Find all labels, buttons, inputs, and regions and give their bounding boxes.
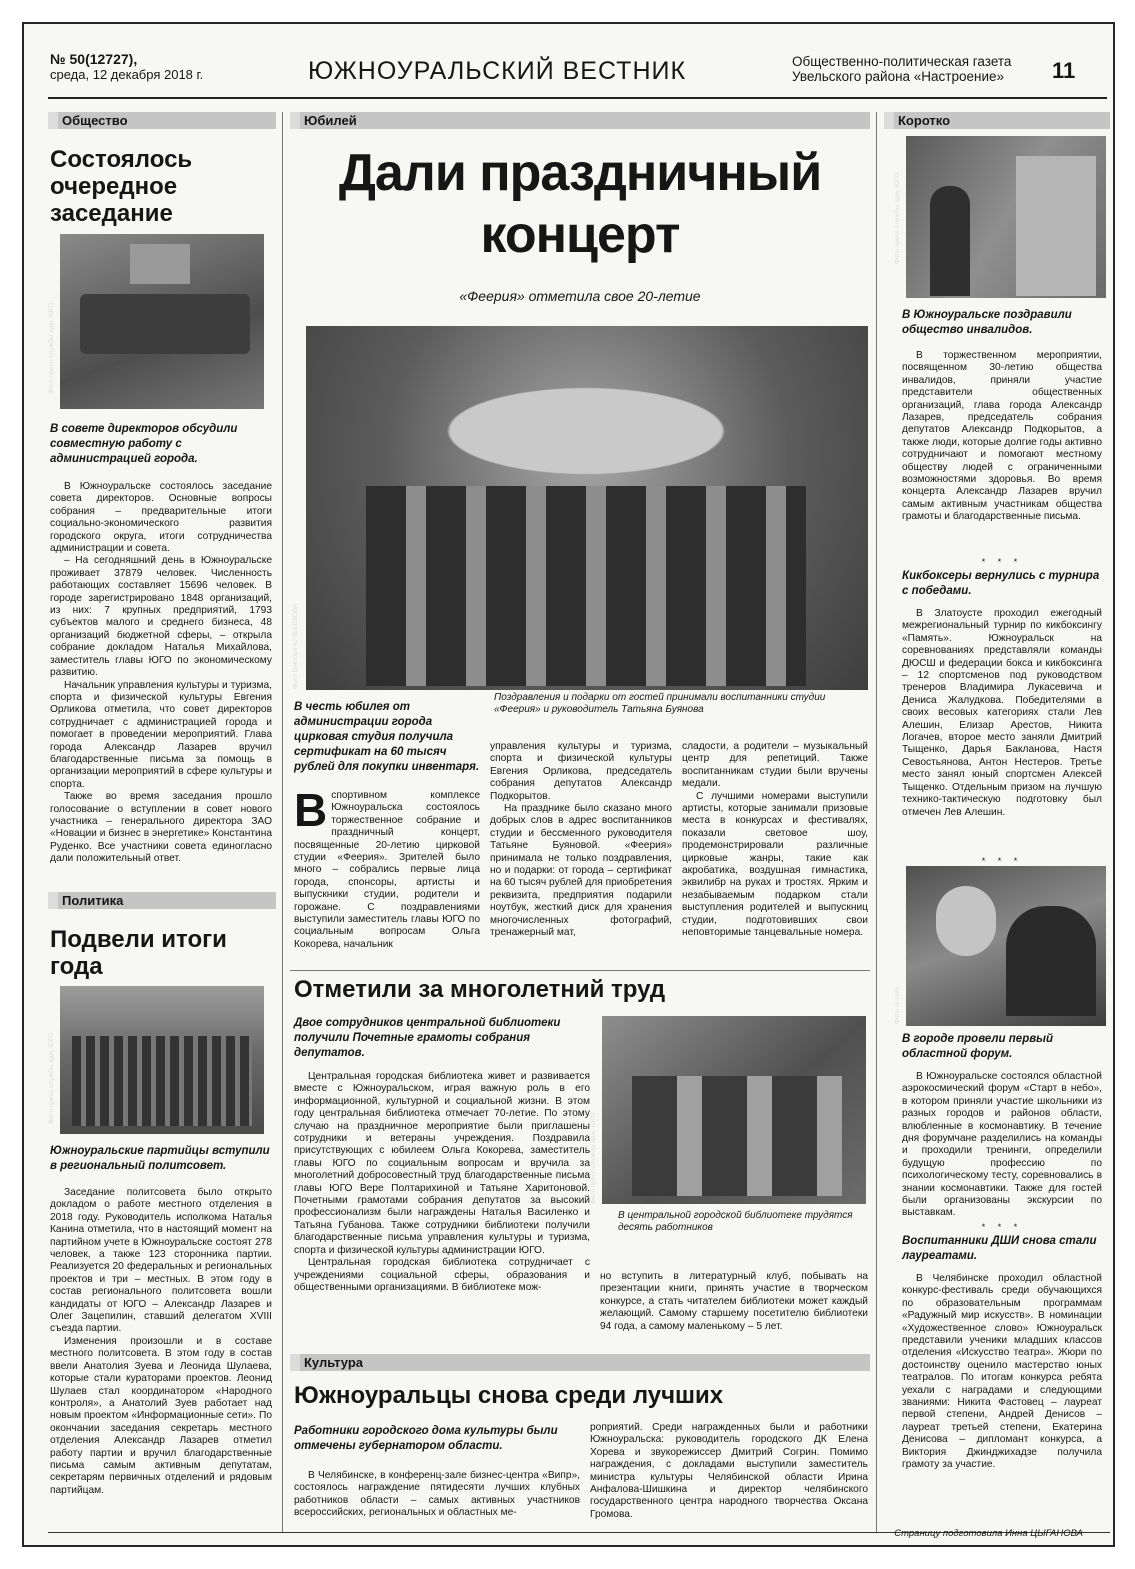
brief-forum-body: В Южноуральске состоялся областной аэрокосмический форум «Старт в небо», в котором приняли участие школьники из разных городов и районов области, влюбленные в космонавтику. В течение дня форумчане разделились на команды и проходили тренинги, определили будущую профессию по психологическому тесту, соревновались в знании космонавтики. Также для гостей были организованы экскурсии по выставкам. [902, 1071, 1102, 1219]
article-concert-col1: Вспортивном комплексе Южноуральска состоялось торжественное собрание и праздничный концерт, посвященные 20-летию цирковой студии «Феерия». Зрителей было много – собрались первые лица города, спонсоры, артисты и выпускники студии, родители и горожане. С поздравлениями выступили заместитель главы ЮГО по социальным вопросам Ольга Кокорева, начальник [294, 790, 480, 950]
masthead: ЮЖНОУРАЛЬСКИЙ ВЕСТНИК [308, 57, 687, 85]
photo-feeria [306, 326, 868, 690]
paragraph: – На сегодняшний день в Южноуральске проживает 37879 человек. Численность работающих составляет 15696 человек. В городе зарегистрировано 1848 организаций, из них: 7 крупных предприятий, 1793 субъектов малого и среднего бизнеса, 48 организаций бюджетной сферы, – открыла собрание докладом Наталья Михайлова, заместитель главы ЮГО по экономическому развитию. [50, 555, 272, 679]
headline-year-results: Подвели итоги года [50, 926, 227, 980]
subhead-concert: «Феерия» отметила свое 20-летие [459, 288, 701, 304]
column-divider-right [876, 112, 877, 1532]
photo-forum-credit: Фото vk.com [894, 986, 901, 1024]
lead-forum: В городе провели первый областной форум. [902, 1033, 1054, 1060]
paragraph: управления культуры и туризма, спорта и физической культуры Евгения Орликова, председатель собрания депутатов Александр Подкорытов. [490, 741, 672, 802]
photo-politsovet [60, 986, 264, 1134]
photo-meeting [60, 234, 264, 409]
article-concert-col2 [490, 741, 672, 975]
separator-stars: * * * [981, 856, 1023, 866]
issue-number: № 50(12727), [50, 51, 138, 67]
paper-description-1: Общественно-политическая газета [792, 54, 1012, 69]
section-label-briefly: Коротко [884, 112, 1110, 129]
section-label-society: Общество [48, 112, 276, 129]
headline-meeting: Состоялось очередное заседание [50, 146, 193, 227]
lead-politsovet: Южноуральские партийцы вступили в региональный политсовет. [50, 1145, 270, 1172]
article-best-col1: В Челябинске, в конференц-зале бизнес-центра «Випр», состоялось награждение пятидесяти лучших клубных работников области – самых активных участников всероссийских, региональных и областных ме- [294, 1470, 580, 1519]
page-header [24, 24, 1113, 96]
section-label-culture: Культура [290, 1354, 870, 1371]
lead-library: Двое сотрудников центральной библиотеки получили Почетные грамоты собрания депутатов. [294, 1017, 561, 1059]
lead-meeting: В совете директоров обсудили совместную работу с администрацией города. [50, 423, 238, 465]
paragraph: Также во время заседания прошло голосование о вступлении в совет нового участника – генерального директора ЗАО «Новации и бизнес в энергетике» Константина Руденко. Все участники совета единогласно дали положительный ответ. [50, 791, 272, 865]
section-label-politics: Политика [48, 892, 276, 909]
paragraph: С лучшими номерами выступили артисты, которые занимали призовые места в конкурсах и фестивалях, показали световое шоу, продемонстрировали различные цирковые жанры, такие как акробатика, воздушная гимнастика, эквилибр на руках и тростях. Ярким и незабываемым подарком стали выступления родителей и выпускниц студии, подготовивших свои неповторимые танцевальные номера. [682, 790, 868, 939]
lead-best: Работники городского дома культуры были отмечены губернатором области. [294, 1425, 558, 1452]
photo-disabled-society [906, 136, 1106, 298]
photo-feeria-credit: Фото Виктора КУЛЬБЕКОВА [292, 603, 299, 689]
page-footer-credit: Страницу подготовила Инна ЦЫГАНОВА [894, 1528, 1083, 1539]
article-library-continuation: но вступить в литературный клуб, побывать на презентации книги, принять участие в творческом конкурсе, а стать читателем библиотеки может каждый желающий. Самому старшему посетителю библиотеки 94 года, а самому маленькому – 5 лет. [600, 1271, 868, 1332]
separator-stars: * * * [981, 1222, 1023, 1232]
column-divider-left [282, 112, 283, 1532]
page-number: 11 [1052, 58, 1076, 83]
photo-forum [906, 866, 1106, 1026]
article-library-body [294, 1071, 590, 1331]
paragraph: На празднике было сказано много добрых слов в адрес воспитанников студии и бессменного руководителя Татьяне Буяновой. «Феерия» принимала не только поздравления, но и подарки: от города – сертификат на 60 тысяч рублей для приобретения реквизита, предприятия подарили ноутбук, жесткий диск для хранения многочисленных фотографий, тренажерный мат, [490, 803, 672, 939]
lead-art-school: Воспитанники ДШИ снова стали лауреатами. [902, 1235, 1097, 1262]
paragraph: Центральная городская библиотека сотрудничает с учреждениями социальной сферы, образования и общественными организациями. В библиотеке мож- [294, 1257, 590, 1293]
paragraph: Начальник управления культуры и туризма, спорта и физической культуры Евгения Орликова отметила, что совет директоров сотрудничает с администрацией города и помогает в проведении мероприятий. Глава города Александр Лазарев вручил благодарственные письма за помощь в организации мероприятий в сфере культуры и спорта. [50, 679, 272, 790]
paragraph: сладости, а родители – музыкальный центр для репетиций. Также воспитанникам студии были вручены медали. [682, 741, 868, 790]
paper-description-2: Увельского района «Настроение» [792, 69, 1005, 84]
photo-politsovet-credit: Фото пресс-службы адм. ЮГО [48, 1032, 55, 1124]
article-politsovet-body [50, 1187, 272, 1527]
brief-disabled-body: В торжественном мероприятии, посвященном 30-летию общества инвалидов, приняли участие представители общественных организаций, глава города Александр Лазарев, председатель собрания депутатов Александр Подкорытов, а также люди, которые долгие годы активно сотрудничают и помогают местному обществу людей с ограниченными возможностями здоровья. Во время концерта Александр Лазарев вручил самым активным участникам общества грамоты и благодарственные письма. [902, 350, 1102, 523]
photo-library [602, 1016, 866, 1204]
divider [290, 970, 870, 971]
lead-concert: В честь юбилея от администрации города цирковая студия получила сертификат на 60 тысяч рублей для покупки инвентаря. [294, 701, 480, 773]
headline-best: Южноуральцы снова среди лучших [294, 1382, 724, 1409]
brief-art-school-body: В Челябинске проходил областной конкурс-фестиваль среди обучающихся по образовательным программам «Радужный мир искусств». В номинации «Художественное слово» Южноуральск представили ученики младших классов отделения «Искусство театра». Жюри по достоинству оценило мастерство юных театралов. По итогам конкурса ребята уехали с наградами и следующими званиями: Никита Фастовец – лауреат первой степени, Андрей Денисов – лауреат третьей степени, Екатерина Денисова – дипломант конкурса, а Виктория Джинджихадзе получила грамоту за участие. [902, 1273, 1102, 1471]
photo-library-caption: В центральной городской библиотеке трудятся десять работников [618, 1210, 853, 1233]
photo-meeting-credit: Фото пресс-службы адм. ЮГО [48, 302, 55, 394]
paragraph: Заседание политсовета было открыто докладом о работе местного отделения в 2018 году. Руководитель исполкома Наталья Канина отметила, что в настоящий момент на партийном учете в Южноуральске состоят 278 человек, а также 123 сторонника партии. Реализуется 20 федеральных и региональных проектов и три – местных. В этом году в состав регионального политсовета вошли кандидаты от ЮГО – Александр Лазарев и Олег Зацепилин, ставший делегатом XVIII съезда партии. [50, 1187, 272, 1335]
dropcap: В [294, 790, 328, 836]
photo-library-credit: Фото пресс-службы адм. ЮГО [590, 1112, 597, 1204]
article-best-col2: роприятий. Среди награжденных были и работники Южноуральска: руководитель городского ДК Елена Хорева и звукорежиссер Дмитрий Согрин. Помимо награждения, с докладами выступили заместитель министра культуры Челябинской области Ирина Анфалова-Шишкина и директор челябинского государственного центра народного творчества Оксана Громова. [590, 1422, 868, 1520]
lead-disabled: В Южноуральске поздравили общество инвалидов. [902, 309, 1072, 336]
header-rule [48, 97, 1107, 99]
photo-feeria-caption: Поздравления и подарки от гостей принимали воспитанники студии «Феерия» и руководитель Татьяна Буянова [494, 692, 826, 715]
photo-disabled-credit: Фото пресс-службы адм. ЮГО [894, 172, 901, 264]
issue-date: среда, 12 декабря 2018 г. [50, 67, 204, 82]
headline-library: Отметили за многолетний труд [294, 976, 666, 1003]
article-meeting-body [50, 481, 272, 879]
section-label-jubilee: Юбилей [290, 112, 870, 129]
newspaper-page [22, 22, 1115, 1547]
brief-kickboxing-body: В Златоусте проходил ежегодный межрегиональный турнир по кикбоксингу «Память». Южноуральск на соревнованиях представляли команды ДЮСШ и федерации бокса и кикбоксинга – 12 спортсменов под руководством тренеров Владимира Лукасевича и Дениса Жалудкова. Победителями в своих весовых категориях стали Лев Алешин, Елизар Арестов, Никита Логачев, второе место заняли Дмитрий Тыщенко, Дарья Бакланова, Настя Севостьянова, Антон Нестеров. Третье место занял юный спортсмен Алексей Тыщенко. Отдельным призом на лучшую технико-тактическую подготовку был отмечен Лев Алешин. [902, 608, 1102, 818]
paragraph: Центральная городская библиотека живет и развивается вместе с Южноуральском, играя важную роль в его информационной, культурной и социальной жизни. В этом году центральная библиотека отмечает 70-летие. По этому случаю на праздничное мероприятие были приглашены сотрудники и ветераны учреждения. Поздравила присутствующих с юбилеем Ольга Кокорева, заместитель главы ЮГО по социальным вопросам и вручила за многолетний добросовестный труд благодарственные письма главы ЮГО Вере Полтарихиной и Татьяне Харитоновой. Почетными грамотами собрания депутатов за высокий профессионализм были награждены Наталья Василенко и Татьяна Губанова. Также сотрудники библиотеки получили благодарственные письма управления культуры и туризма, спорта и физической культуры администрации ЮГО. [294, 1071, 590, 1256]
article-concert-col3 [682, 741, 868, 975]
headline-concert: Дали праздничный концерт [338, 144, 822, 264]
paragraph: В Южноуральске состоялось заседание совета директоров. Основные вопросы собрания – предварительные итоги социально-экономического развития городского округа, итоги сотрудничества администрации и совета. [50, 481, 272, 555]
paragraph: Изменения произошли и в составе местного политсовета. В этом году в состав ввели Анатолия Зуева и Леонида Шулаева, которые стали кураторами проектов. Леонид Шулаев стал координатором «Народного контроля», а Анатолий Зуев работает над новым проектом «Информационные сети». По окончании заседания секретарь местного отделения Александр Лазарев отметил работу партии и вручил благодарственные письма самым активным депутатам, секретарям первичных отделений и рядовым партийцам. [50, 1335, 272, 1496]
separator-stars: * * * [981, 557, 1023, 567]
lead-kickboxing: Кикбоксеры вернулись с турнира с победами. [902, 570, 1100, 597]
